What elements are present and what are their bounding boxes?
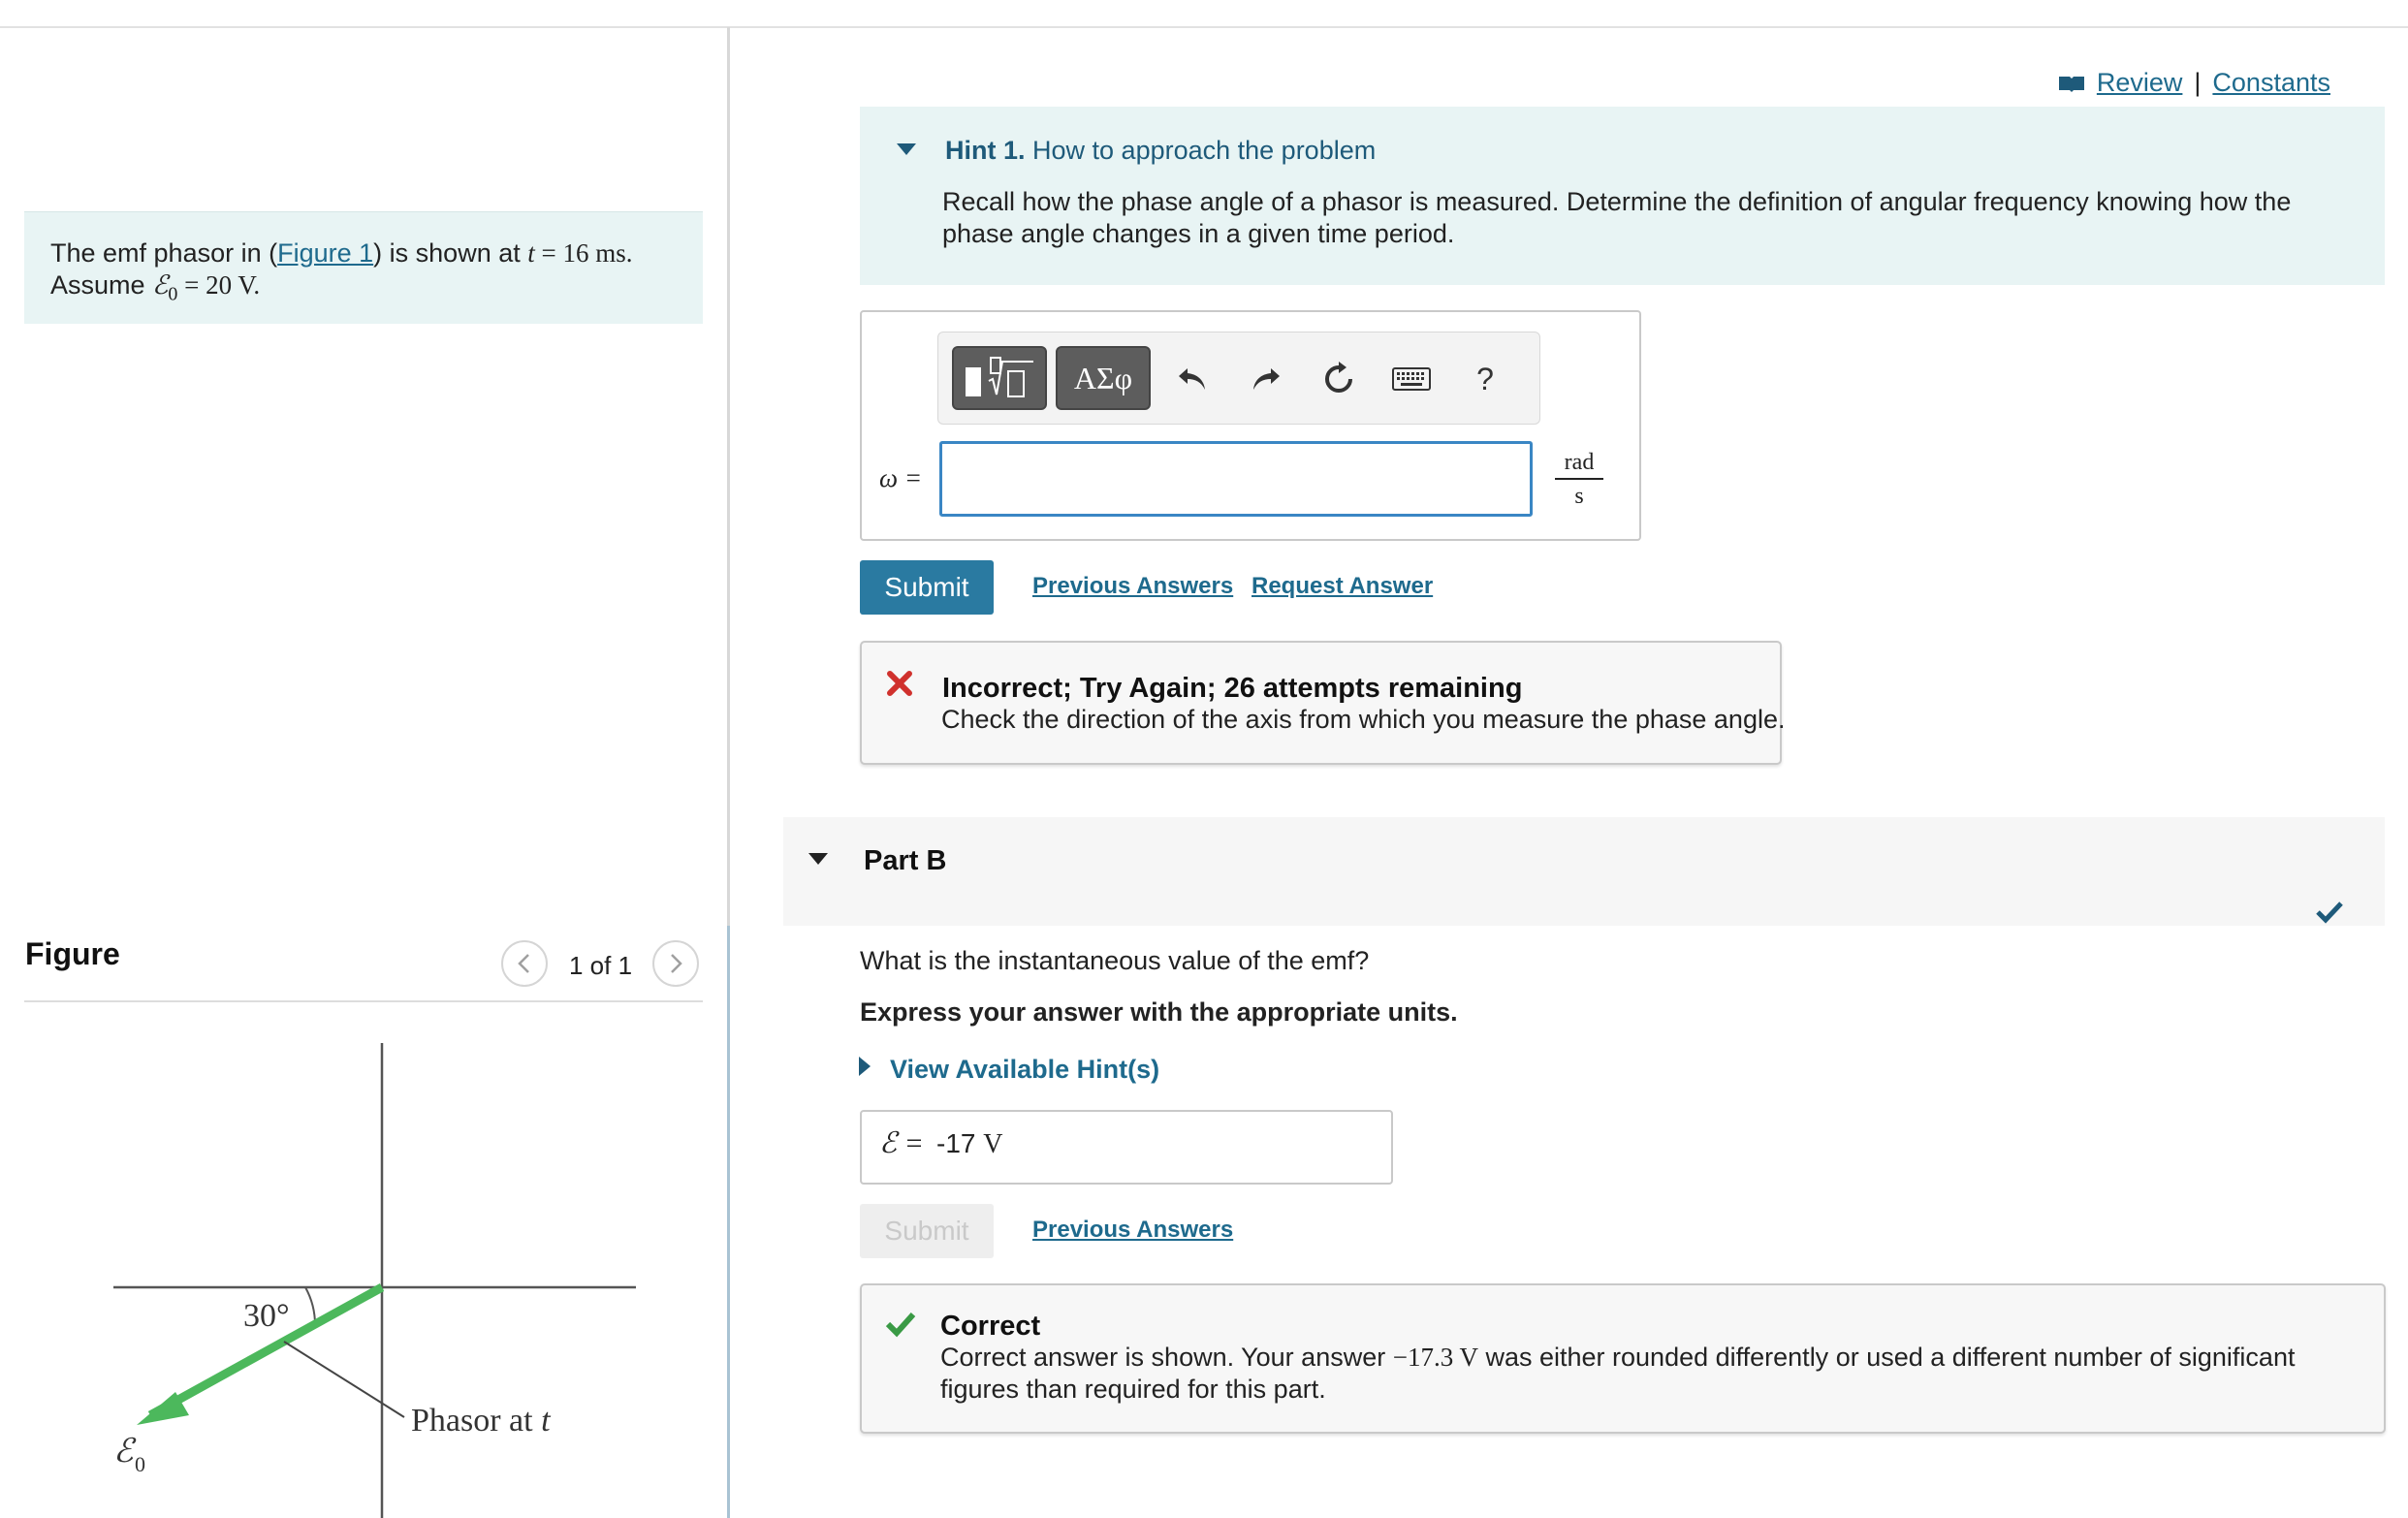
hint-number: Hint 1.: [945, 136, 1026, 165]
chevron-left-icon: [515, 952, 534, 975]
previous-answers-link-part-b[interactable]: Previous Answers: [1032, 1217, 1234, 1243]
feedback-text: Correct answer is shown. Your answer: [940, 1343, 1393, 1372]
hint-body: Recall how the phase angle of a phasor is measured. Determine the definition of angular frequency knowing how the phase angle changes in a given time period.: [942, 187, 2292, 248]
view-hints-link[interactable]: View Available Hint(s): [890, 1055, 1160, 1084]
part-b-title[interactable]: Part B: [864, 845, 947, 876]
feedback-incorrect-body: Check the direction of the axis from which you measure the phase angle.: [941, 705, 1786, 734]
problem-statement: [24, 211, 703, 324]
hint-title[interactable]: [945, 136, 1376, 166]
undo-icon[interactable]: [1173, 360, 1212, 398]
emf-label: ℰ: [113, 1434, 134, 1470]
templates-icon: [962, 354, 1037, 402]
time-variable: t: [527, 238, 535, 268]
emf-answer-value: [936, 1128, 1002, 1160]
caret-down-icon[interactable]: [897, 143, 916, 155]
answer-number: -17: [936, 1128, 976, 1158]
reset-icon[interactable]: [1319, 360, 1358, 398]
emf-value: = 20 V.: [177, 270, 261, 300]
phasor-label: Phasor at t: [411, 1403, 551, 1439]
hint-title-text: How to approach the problem: [1025, 136, 1377, 165]
templates-button[interactable]: [952, 346, 1047, 410]
emf-answer-label: ℰ =: [879, 1127, 924, 1159]
time-value: = 16 ms.: [534, 238, 633, 268]
redo-icon[interactable]: [1247, 360, 1285, 398]
review-link[interactable]: Review: [2096, 68, 2183, 97]
figure-link[interactable]: Figure 1: [277, 238, 374, 268]
previous-answers-link-part-a[interactable]: Previous Answers: [1032, 573, 1234, 599]
header-separator: |: [2194, 68, 2202, 97]
submit-button-part-a[interactable]: Submit: [860, 560, 994, 615]
unit-fraction: [1555, 450, 1603, 510]
omega-answer-input[interactable]: [939, 441, 1533, 517]
caret-down-icon[interactable]: [808, 853, 828, 865]
header-links: [2058, 68, 2330, 98]
figure-title: Figure: [25, 936, 120, 971]
part-b-header[interactable]: [783, 817, 2385, 926]
feedback-answer: −17.3 V: [1392, 1343, 1478, 1372]
unit-denominator: s: [1574, 484, 1584, 509]
math-toolbar: [937, 332, 1540, 425]
submit-button-part-b: Submit: [860, 1204, 994, 1258]
panel-divider-accent: [727, 926, 730, 1518]
close-icon: [885, 669, 914, 698]
symbols-button[interactable]: ΑΣφ: [1056, 346, 1151, 410]
figure-counter: 1 of 1: [569, 951, 633, 980]
top-divider: [0, 26, 2408, 28]
emf-subscript: 0: [168, 283, 178, 305]
part-b-question: What is the instantaneous value of the emf?: [860, 946, 1370, 975]
request-answer-link[interactable]: Request Answer: [1252, 573, 1434, 599]
figure-prev-button[interactable]: [501, 940, 548, 987]
omega-label: ω =: [879, 463, 923, 492]
check-icon: [885, 1311, 916, 1338]
figure-next-button[interactable]: [652, 940, 699, 987]
emf-symbol: ℰ: [152, 270, 169, 300]
part-b-instruction: Express your answer with the appropriate units.: [860, 997, 1458, 1027]
angle-label: 30°: [243, 1298, 290, 1334]
feedback-correct-title: Correct: [940, 1311, 1041, 1342]
unit-numerator: rad: [1555, 450, 1603, 480]
problem-text: ) is shown at: [373, 238, 528, 268]
assume-text: Assume: [50, 270, 153, 300]
feedback-correct-body: [940, 1342, 2365, 1406]
phasor-figure: [24, 1008, 703, 1518]
feedback-incorrect-title: Incorrect; Try Again; 26 attempts remaining: [942, 673, 1523, 704]
figure-divider: [24, 1000, 703, 1002]
keyboard-icon[interactable]: [1392, 360, 1431, 398]
problem-line-2: [50, 269, 703, 310]
book-icon: [2058, 74, 2085, 93]
phasor-label-leader: [284, 1342, 404, 1417]
emf-label-subscript: 0: [135, 1452, 145, 1476]
feedback-text: was either rounded differently or used a different number of significant figures than required for this part.: [940, 1343, 2296, 1404]
help-button[interactable]: ?: [1476, 361, 1494, 396]
chevron-right-icon: [666, 952, 685, 975]
angle-arc: [305, 1287, 315, 1325]
problem-text: The emf phasor in (: [50, 238, 278, 268]
answer-unit: V: [983, 1129, 1003, 1159]
caret-right-icon[interactable]: [859, 1057, 871, 1076]
constants-link[interactable]: Constants: [2212, 68, 2330, 97]
checkmark-icon: [2315, 900, 2344, 925]
problem-line-1: [50, 237, 703, 269]
